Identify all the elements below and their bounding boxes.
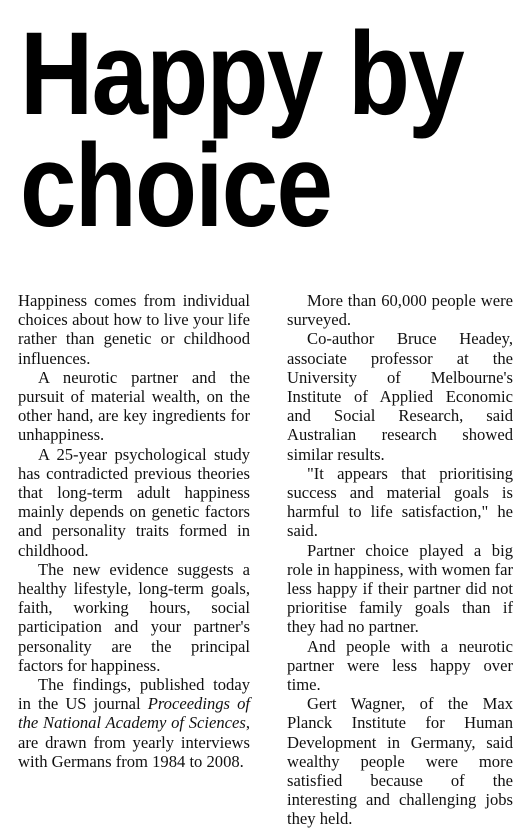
paragraph: Co-author Bruce Headey, associate professor at the University of Melbourne's Institute of Applied Economic and Social Research, said Australian research showed similar results. (287, 329, 513, 464)
paragraph: Happiness comes from individual choices about how to live your life rather than genetic or childhood influences. (18, 291, 250, 368)
paragraph: Partner choice played a big role in happiness, with women far less happy if their partner did not prioritise family goals than if they had no partner. (287, 540, 513, 637)
article-column-left (18, 291, 250, 771)
paragraph-text: , are drawn from yearly interviews with Germans from 1984 to 2008. (18, 713, 250, 771)
paragraph: A neurotic partner and the pursuit of material wealth, on the other hand, are key ingredients for unhappiness. (18, 367, 250, 445)
paragraph-text: The findings, published today in the US journal (18, 675, 250, 714)
journal-title: Proceedings of the National Academy of Sciences (18, 694, 250, 733)
article-column-right (287, 291, 513, 829)
paragraph: "It appears that prioritising success and material goals is harmful to life satisfaction," he said. (287, 463, 513, 541)
paragraph: And people with a neurotic partner were less happy over time. (287, 636, 513, 695)
paragraph (18, 675, 250, 771)
paragraph: More than 60,000 people were surveyed. (287, 291, 513, 330)
headline-line-1: Happy by (20, 8, 464, 140)
paragraph: The new evidence suggests a healthy lifestyle, long-term goals, faith, working hours, social participation and your partner's personality are the principal factors for happiness. (18, 559, 250, 675)
paragraph: A 25-year psychological study has contradicted previous theories that long-term adult happiness mainly depends on genetic factors and personality traits formed in childhood. (18, 444, 250, 560)
headline-line-2: choice (20, 120, 332, 252)
headline (20, 8, 464, 252)
paragraph: Gert Wagner, of the Max Planck Institute for Human Development in Germany, said wealthy people were more satisfied because of the interesting and challenging jobs they held. (287, 694, 513, 829)
